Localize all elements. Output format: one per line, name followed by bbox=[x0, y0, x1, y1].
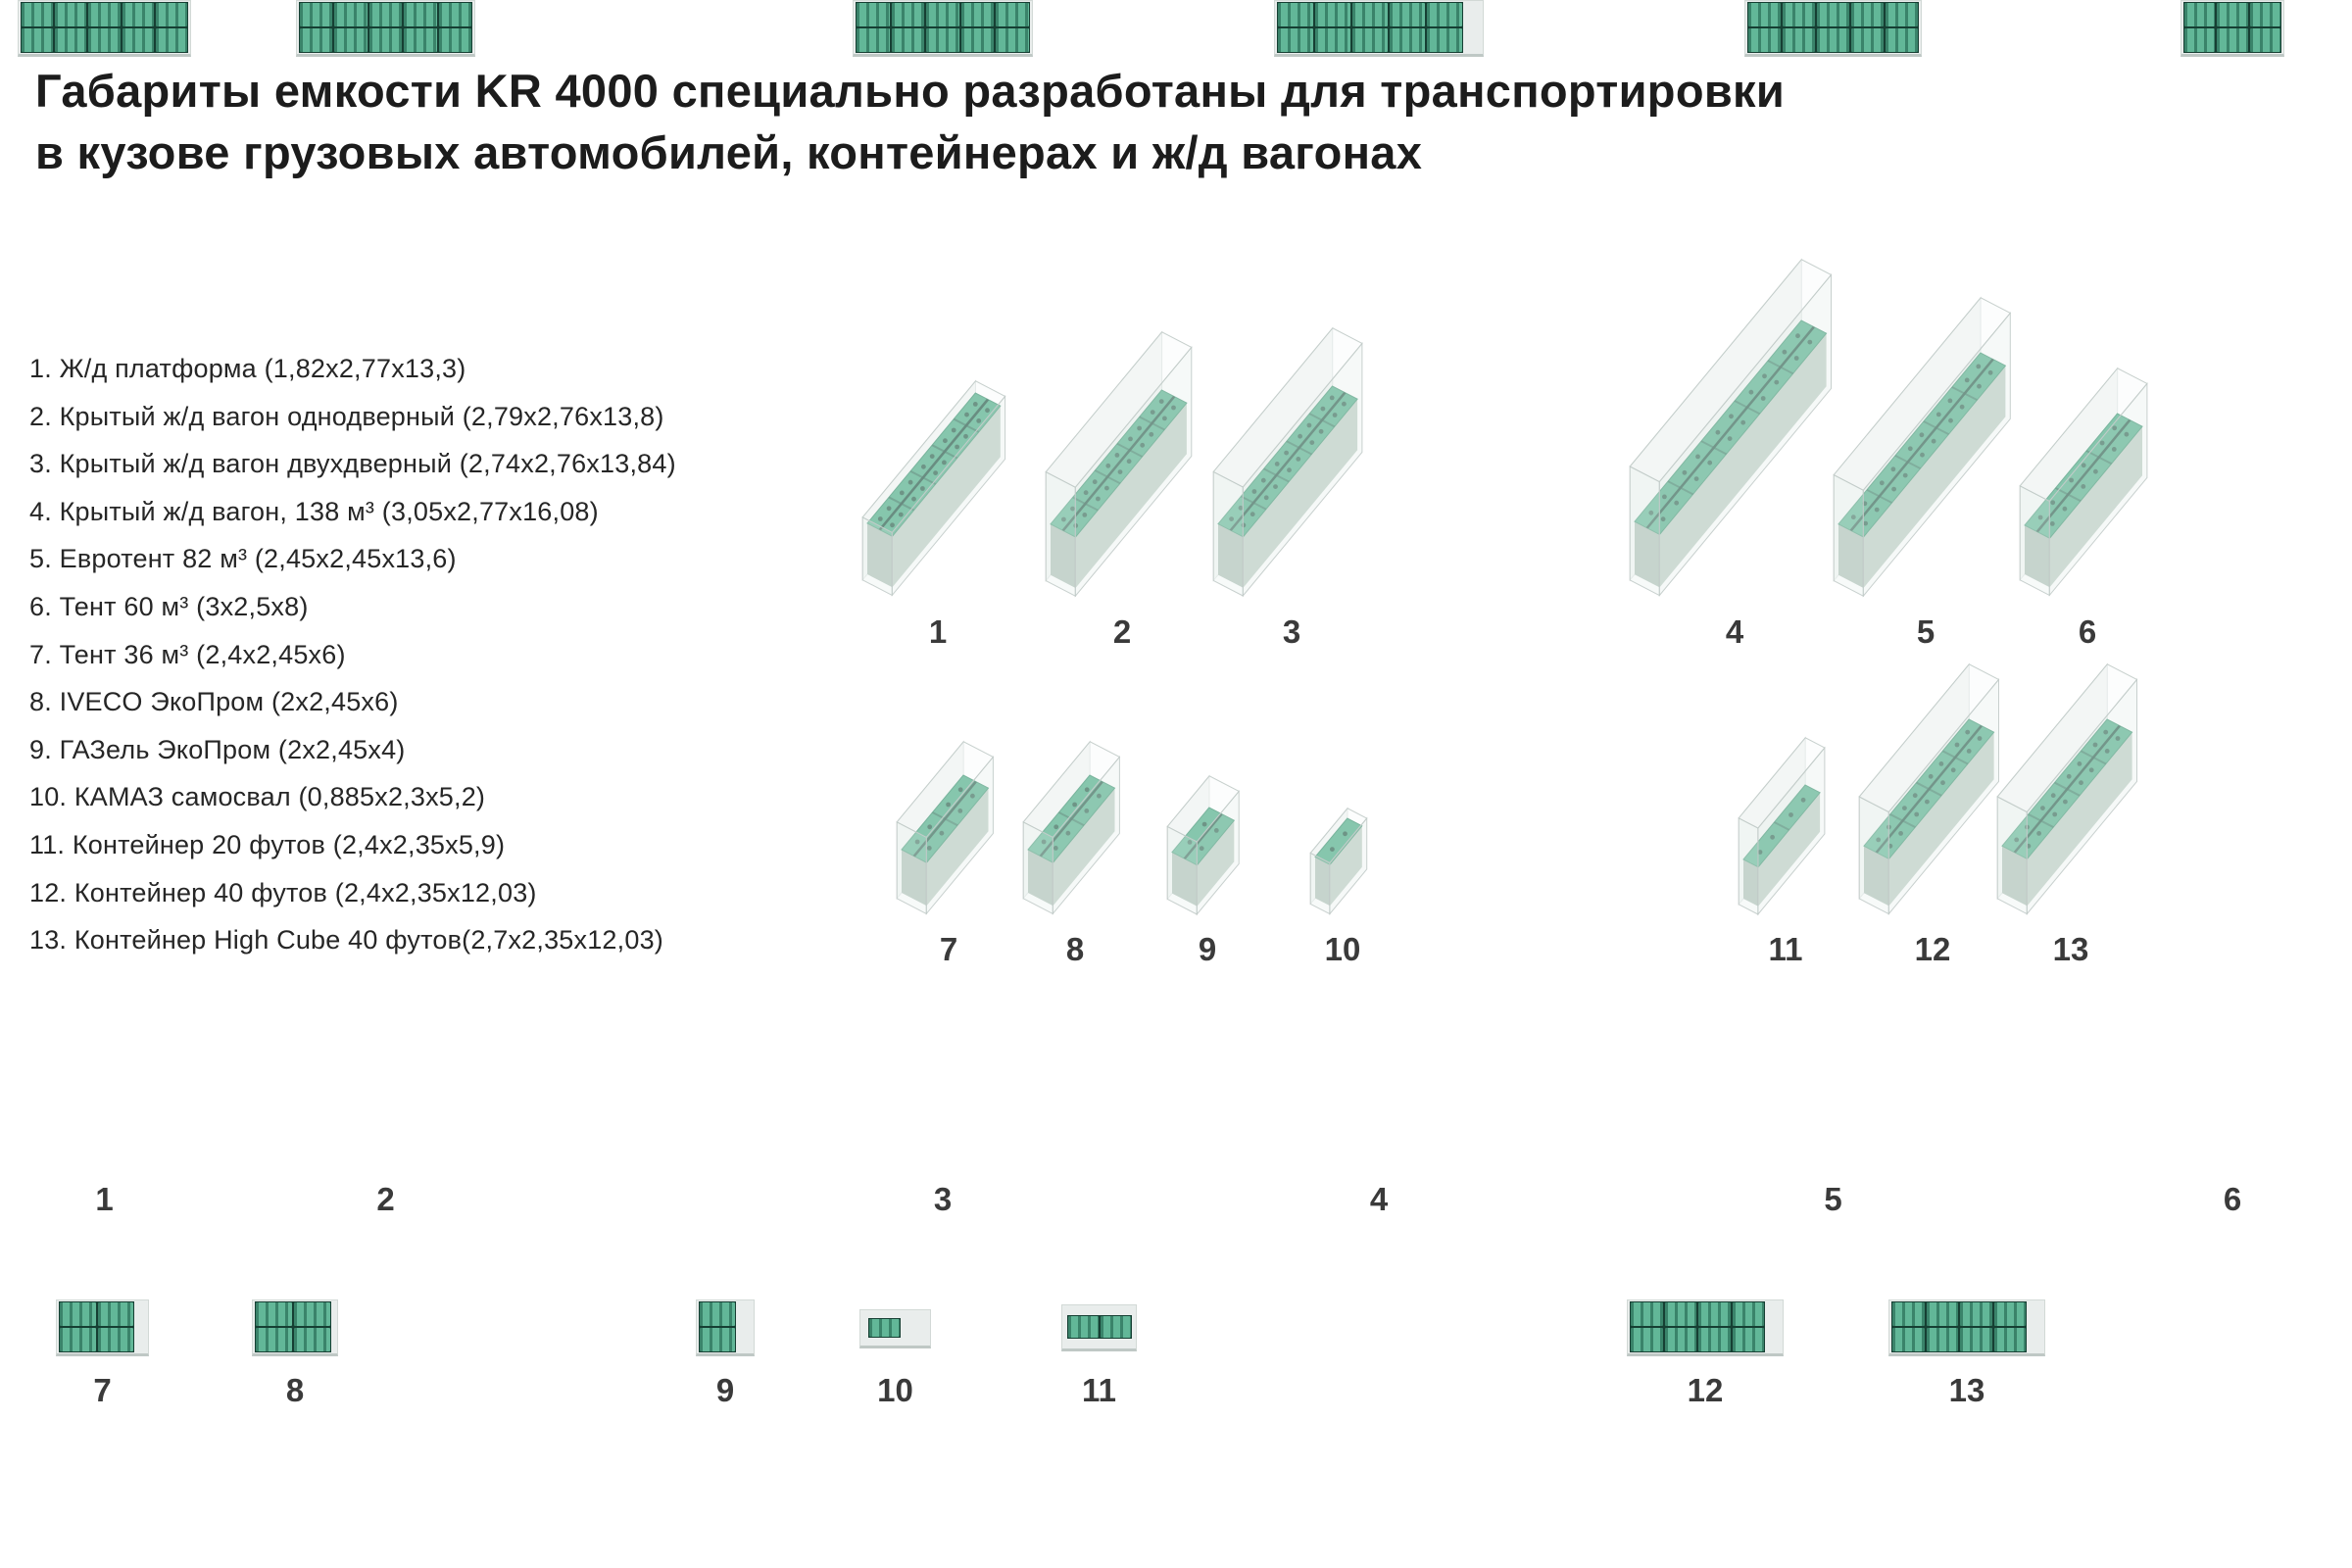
transport-list-item: 3. Крытый ж/д вагон двухдверный (2,74х2,76х13,84) bbox=[29, 449, 676, 479]
container-unit bbox=[1698, 1328, 1731, 1351]
figure-number: 12 bbox=[1687, 1372, 1724, 1408]
container-unit bbox=[2184, 3, 2215, 26]
container-unit bbox=[1315, 3, 1350, 26]
iso-figure bbox=[1994, 662, 2148, 916]
container-unit bbox=[1665, 1302, 1697, 1326]
container-unit bbox=[1886, 3, 1918, 26]
container-unit bbox=[256, 1302, 292, 1326]
container-row bbox=[1068, 1316, 1131, 1338]
container-row bbox=[300, 3, 471, 26]
container-unit bbox=[300, 28, 332, 52]
container-unit bbox=[2217, 3, 2247, 26]
container-unit bbox=[60, 1302, 96, 1326]
containers-top-view bbox=[255, 1301, 331, 1352]
transport-list bbox=[29, 345, 853, 964]
container-unit bbox=[439, 28, 471, 52]
topview-figure bbox=[1744, 0, 1922, 57]
container-row bbox=[1748, 28, 1918, 52]
container-3d-illustration bbox=[1831, 296, 2022, 598]
container-row bbox=[1892, 1302, 2026, 1326]
container-unit bbox=[369, 28, 402, 52]
transport-list-item: 10. КАМАЗ самосвал (0,885х2,3х5,2) bbox=[29, 782, 486, 812]
topview-figure bbox=[1627, 1299, 1784, 1356]
transport-list-item: 6. Тент 60 м³ (3х2,5х8) bbox=[29, 591, 309, 621]
transport-list-item: 9. ГАЗель ЭкоПром (2х2,45х4) bbox=[29, 734, 406, 764]
transport-list-item: 4. Крытый ж/д вагон, 138 м³ (3,05х2,77х16,08) bbox=[29, 496, 599, 526]
figure-number: 13 bbox=[1948, 1372, 1985, 1408]
container-unit bbox=[1427, 3, 1462, 26]
iso-figure bbox=[1043, 330, 1202, 598]
figure-number: 9 bbox=[715, 1372, 735, 1408]
container-unit bbox=[334, 3, 367, 26]
container-unit bbox=[1960, 1328, 1992, 1351]
topview-figure bbox=[696, 1299, 755, 1356]
container-unit bbox=[22, 3, 53, 26]
figure-number: 10 bbox=[877, 1372, 913, 1408]
figure-number: 3 bbox=[1282, 613, 1301, 650]
container-unit bbox=[1817, 3, 1849, 26]
container-row bbox=[1631, 1328, 1764, 1351]
container-3d-illustration bbox=[1043, 330, 1202, 598]
container-unit bbox=[300, 3, 332, 26]
transport-list-item: 11. Контейнер 20 футов (2,4х2,35х5,9) bbox=[29, 829, 506, 859]
container-3d-illustration bbox=[1856, 662, 2010, 916]
container-unit bbox=[55, 28, 86, 52]
iso-figure bbox=[1856, 662, 2010, 916]
container-unit bbox=[1733, 1302, 1765, 1326]
container-unit bbox=[2217, 28, 2247, 52]
iso-figure bbox=[894, 740, 1004, 916]
container-row bbox=[256, 1328, 330, 1351]
container-row bbox=[2184, 3, 2280, 26]
container-row bbox=[857, 3, 1029, 26]
container-unit bbox=[892, 28, 925, 52]
iso-figure bbox=[1831, 296, 2022, 598]
container-unit bbox=[700, 1302, 735, 1326]
containers-top-view bbox=[1067, 1315, 1132, 1339]
container-unit bbox=[1994, 1328, 2027, 1351]
container-unit bbox=[2184, 28, 2215, 52]
iso-figure bbox=[1736, 736, 1837, 916]
container-unit bbox=[2250, 28, 2280, 52]
container-unit bbox=[1068, 1316, 1099, 1338]
container-row bbox=[2184, 28, 2280, 52]
iso-figure bbox=[1164, 774, 1250, 916]
container-row bbox=[256, 1302, 330, 1326]
container-unit bbox=[55, 3, 86, 26]
container-unit bbox=[88, 28, 120, 52]
iso-figure bbox=[1307, 807, 1378, 916]
containers-top-view bbox=[1891, 1301, 2027, 1352]
figure-number: 8 bbox=[285, 1372, 305, 1408]
container-row bbox=[300, 28, 471, 52]
figure-number: 7 bbox=[93, 1372, 112, 1408]
topview-figure bbox=[1888, 1299, 2045, 1356]
figure-number: 6 bbox=[2223, 1181, 2242, 1217]
iso-figure bbox=[2017, 367, 2159, 598]
topview-figure bbox=[18, 0, 191, 57]
container-row bbox=[700, 1328, 735, 1351]
container-unit bbox=[1631, 1302, 1663, 1326]
figure-number: 5 bbox=[1916, 613, 1936, 650]
container-unit bbox=[369, 3, 402, 26]
figure-number: 11 bbox=[1082, 1372, 1116, 1408]
container-unit bbox=[256, 1328, 292, 1351]
figure-number: 1 bbox=[928, 613, 948, 650]
figure-number: 1 bbox=[95, 1181, 114, 1217]
container-unit bbox=[334, 28, 367, 52]
container-unit bbox=[1892, 1328, 1925, 1351]
container-unit bbox=[98, 1302, 134, 1326]
transport-list-item: 2. Крытый ж/д вагон однодверный (2,79х2,76х13,8) bbox=[29, 401, 664, 431]
container-unit bbox=[22, 28, 53, 52]
container-unit bbox=[1748, 28, 1781, 52]
container-unit bbox=[1427, 28, 1462, 52]
container-row bbox=[1278, 3, 1462, 26]
container-unit bbox=[1390, 3, 1425, 26]
topview-figure bbox=[859, 1309, 931, 1348]
container-unit bbox=[1851, 28, 1884, 52]
container-row bbox=[1748, 3, 1918, 26]
container-3d-illustration bbox=[1994, 662, 2148, 916]
container-unit bbox=[122, 28, 154, 52]
container-unit bbox=[1994, 1302, 2027, 1326]
containers-top-view bbox=[856, 2, 1030, 53]
container-unit bbox=[1960, 1302, 1992, 1326]
figure-number: 3 bbox=[933, 1181, 953, 1217]
container-row bbox=[1278, 28, 1462, 52]
figure-number: 8 bbox=[1065, 931, 1085, 967]
topview-figure bbox=[853, 0, 1033, 57]
container-unit bbox=[60, 1328, 96, 1351]
container-unit bbox=[156, 28, 187, 52]
container-unit bbox=[1278, 3, 1313, 26]
container-unit bbox=[996, 28, 1029, 52]
topview-figure bbox=[1274, 0, 1484, 57]
container-unit bbox=[1733, 1328, 1765, 1351]
container-3d-illustration bbox=[2017, 367, 2159, 598]
figure-number: 7 bbox=[939, 931, 958, 967]
transport-list-item: 12. Контейнер 40 футов (2,4х2,35х12,03) bbox=[29, 877, 537, 907]
container-unit bbox=[439, 3, 471, 26]
container-row bbox=[857, 28, 1029, 52]
topview-figure bbox=[2180, 0, 2284, 57]
figure-number: 2 bbox=[1112, 613, 1132, 650]
transport-list-item: 5. Евротент 82 м³ (2,45х2,45х13,6) bbox=[29, 544, 457, 574]
container-unit bbox=[857, 3, 890, 26]
container-row bbox=[60, 1302, 133, 1326]
figure-number: 12 bbox=[1914, 931, 1951, 967]
container-unit bbox=[1352, 3, 1388, 26]
containers-top-view bbox=[699, 1301, 736, 1352]
container-unit bbox=[892, 3, 925, 26]
containers-top-view bbox=[1630, 1301, 1765, 1352]
iso-figure bbox=[1210, 326, 1374, 598]
figure-number: 4 bbox=[1725, 613, 1744, 650]
title-line-1: Габариты емкости KR 4000 специально разработаны для транспортировки bbox=[35, 65, 1786, 117]
container-unit bbox=[1665, 1328, 1697, 1351]
container-unit bbox=[1927, 1302, 1959, 1326]
containers-top-view bbox=[21, 2, 188, 53]
topview-figure bbox=[56, 1299, 149, 1356]
topview-figure bbox=[296, 0, 475, 57]
container-unit bbox=[1892, 1302, 1925, 1326]
container-unit bbox=[1748, 3, 1781, 26]
container-unit bbox=[2250, 3, 2280, 26]
container-unit bbox=[294, 1302, 330, 1326]
container-unit bbox=[926, 28, 959, 52]
container-row bbox=[1892, 1328, 2026, 1351]
container-unit bbox=[404, 3, 436, 26]
containers-top-view bbox=[2183, 2, 2281, 53]
container-unit bbox=[156, 3, 187, 26]
container-3d-illustration bbox=[1210, 326, 1374, 598]
figure-number: 11 bbox=[1768, 931, 1803, 967]
container-unit bbox=[1783, 3, 1815, 26]
container-3d-illustration bbox=[1164, 774, 1250, 916]
figure-number: 6 bbox=[2078, 613, 2097, 650]
container-3d-illustration bbox=[1020, 740, 1131, 916]
topview-figure bbox=[1061, 1304, 1137, 1351]
container-unit bbox=[1315, 28, 1350, 52]
container-unit bbox=[122, 3, 154, 26]
transport-list-item: 1. Ж/д платформа (1,82х2,77х13,3) bbox=[29, 354, 466, 383]
containers-top-view bbox=[1277, 2, 1463, 53]
container-unit bbox=[1101, 1316, 1131, 1338]
figure-number: 13 bbox=[2052, 931, 2089, 967]
container-unit bbox=[1631, 1328, 1663, 1351]
container-row bbox=[22, 3, 187, 26]
container-unit bbox=[88, 3, 120, 26]
container-unit bbox=[857, 28, 890, 52]
container-unit bbox=[404, 28, 436, 52]
container-unit bbox=[294, 1328, 330, 1351]
container-unit bbox=[1927, 1328, 1959, 1351]
container-unit bbox=[1783, 28, 1815, 52]
container-unit bbox=[869, 1319, 900, 1337]
iso-figure bbox=[1020, 740, 1131, 916]
figure-number: 2 bbox=[376, 1181, 395, 1217]
container-unit bbox=[98, 1328, 134, 1351]
transport-list-item: 8. IVECO ЭкоПром (2х2,45х6) bbox=[29, 687, 399, 717]
container-3d-illustration bbox=[1736, 736, 1837, 916]
container-3d-illustration bbox=[1307, 807, 1378, 916]
container-3d-illustration bbox=[894, 740, 1004, 916]
transport-list-item: 13. Контейнер High Cube 40 футов(2,7х2,35х12,03) bbox=[29, 925, 663, 956]
container-row bbox=[700, 1302, 735, 1326]
containers-top-view bbox=[299, 2, 472, 53]
container-row bbox=[1631, 1302, 1764, 1326]
title-line-2: в кузове грузовых автомобилей, контейнерах и ж/д вагонах bbox=[35, 125, 1423, 178]
container-3d-illustration bbox=[859, 379, 1016, 598]
container-row bbox=[60, 1328, 133, 1351]
container-row bbox=[22, 28, 187, 52]
container-unit bbox=[1886, 28, 1918, 52]
figure-number: 5 bbox=[1824, 1181, 1842, 1217]
figure-number: 9 bbox=[1198, 931, 1217, 967]
container-unit bbox=[996, 3, 1029, 26]
container-unit bbox=[1698, 1302, 1731, 1326]
figure-number: 4 bbox=[1369, 1181, 1389, 1217]
container-unit bbox=[926, 3, 959, 26]
page-title bbox=[35, 61, 2319, 184]
container-unit bbox=[1817, 28, 1849, 52]
container-unit bbox=[961, 28, 995, 52]
figure-number: 10 bbox=[1324, 931, 1361, 967]
container-row bbox=[869, 1319, 900, 1337]
containers-top-view bbox=[868, 1318, 901, 1338]
container-unit bbox=[1390, 28, 1425, 52]
containers-top-view bbox=[1747, 2, 1919, 53]
topview-figure bbox=[252, 1299, 338, 1356]
container-unit bbox=[700, 1328, 735, 1351]
transport-list-item: 7. Тент 36 м³ (2,4х2,45х6) bbox=[29, 639, 346, 669]
container-unit bbox=[1851, 3, 1884, 26]
containers-top-view bbox=[59, 1301, 134, 1352]
iso-figure bbox=[1627, 258, 1842, 598]
container-unit bbox=[1278, 28, 1313, 52]
container-unit bbox=[961, 3, 995, 26]
container-unit bbox=[1352, 28, 1388, 52]
iso-figure bbox=[859, 379, 1016, 598]
container-3d-illustration bbox=[1627, 258, 1842, 598]
